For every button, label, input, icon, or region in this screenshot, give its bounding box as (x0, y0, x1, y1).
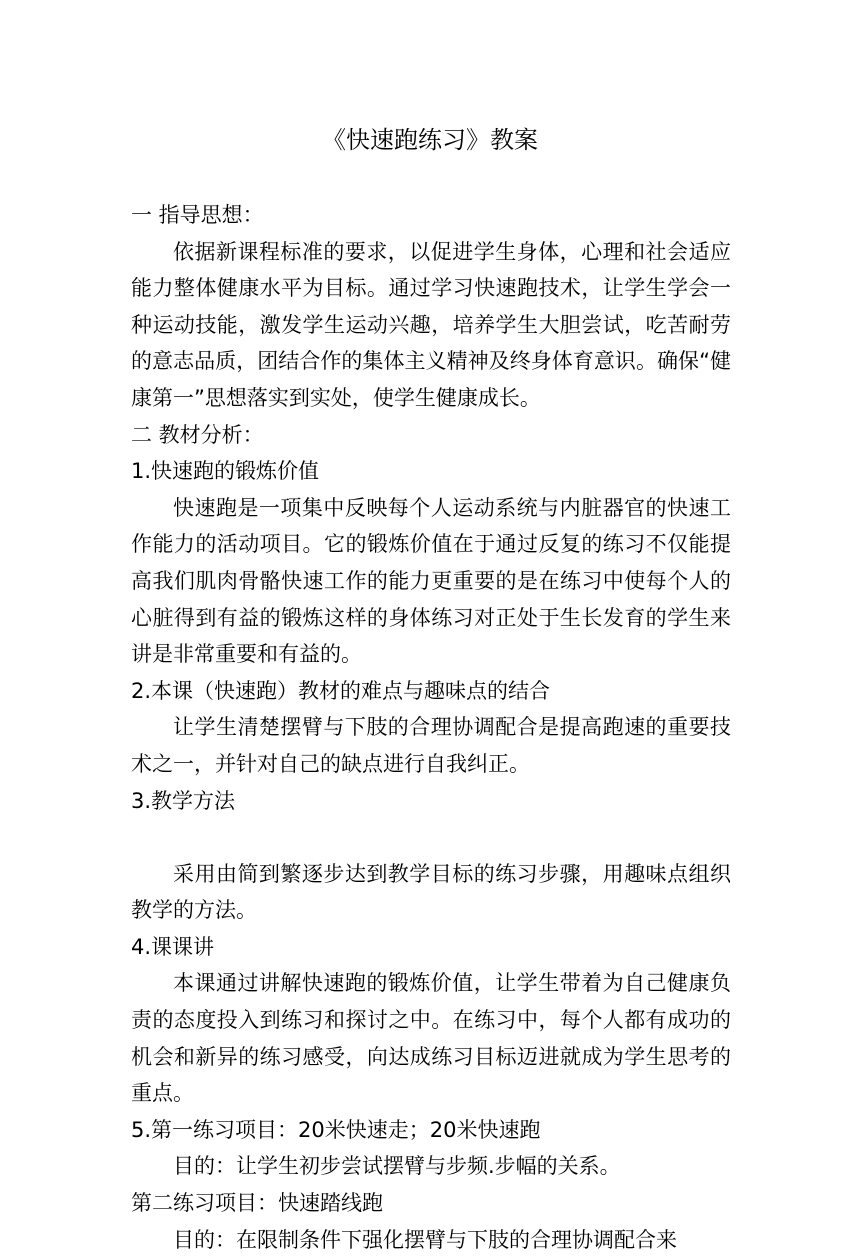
item-heading-training-value: 1.快速跑的锻炼价值 (131, 459, 320, 484)
paragraph-training-value: 快速跑是一项集中反映每个人运动系统与内脏器官的快速工作能力的活动项目。它的锻炼价值在于通过反复的练习不仅能提高我们肌肉骨骼快速工作的能力更重要的是在练习中使每个人的心脏得到有益的锻炼这样的身体练习对正处于生长发育的学生来讲是非常重要和有益的。 (131, 495, 731, 667)
item-heading-difficulty-interest: 2.本课（快速跑）教材的难点与趣味点的结合 (131, 678, 551, 703)
section-heading-guiding-thought: 一 指导思想： (131, 203, 264, 227)
item-heading-second-exercise: 第二练习项目：快速踏线跑 (131, 1191, 383, 1216)
paragraph-difficulty-interest: 让学生清楚摆臂与下肢的合理协调配合是提高跑速的重要技术之一，并针对自己的缺点进行自我纠正。 (131, 715, 731, 776)
paragraph-lesson-talk: 本课通过讲解快速跑的锻炼价值，让学生带着为自己健康负责的态度投入到练习和探讨之中。在练习中，每个人都有成功的机会和新异的练习感受，向达成练习目标迈进就成为学生思考的重点。 (131, 971, 731, 1106)
paragraph-second-exercise-purpose: 目的：在限制条件下强化摆臂与下肢的合理协调配合来 (173, 1227, 677, 1252)
item-heading-first-exercise: 5.第一练习项目：20米快速走；20米快速跑 (131, 1117, 541, 1142)
paragraph-guiding-thought: 依据新课程标准的要求，以促进学生身体，心理和社会适应能力整体健康水平为目标。通过学习快速跑技术，让学生学会一种运动技能，激发学生运动兴趣，培养学生大胆尝试，吃苦耐劳的意志品质，团结合作的集体主义精神及终身体育意识。确保“健康第一”思想落实到实处，使学生健康成长。 (131, 239, 731, 410)
paragraph-first-exercise-purpose: 目的：让学生初步尝试摆臂与步频.步幅的关系。 (173, 1154, 621, 1179)
section-heading-material-analysis: 二 教材分析： (131, 422, 264, 447)
item-heading-lesson-talk: 4.课课讲 (131, 934, 215, 959)
item-heading-teaching-method: 3.教学方法 (131, 788, 236, 813)
document-title: 《快速跑练习》教案 (322, 126, 538, 154)
paragraph-teaching-method: 采用由简到繁逐步达到教学目标的练习步骤，用趣味点组织教学的方法。 (131, 861, 731, 923)
blank-line (131, 819, 731, 856)
document-body (131, 197, 731, 1258)
